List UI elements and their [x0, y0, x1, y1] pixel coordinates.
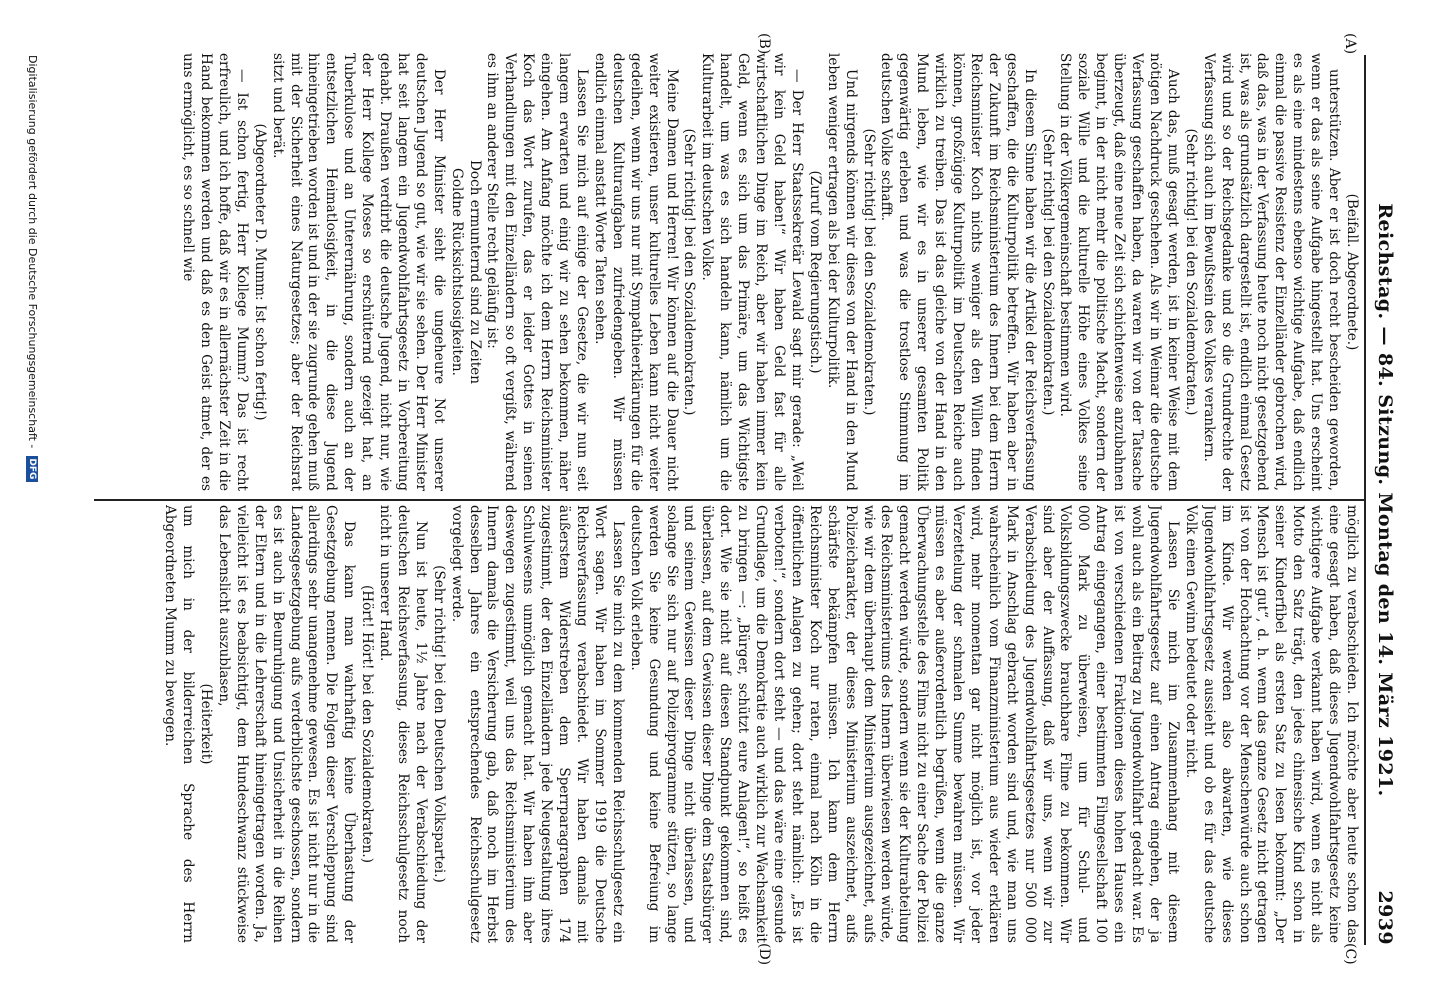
- margin-marker-a: (A): [1342, 33, 1358, 55]
- dfg-logo-icon: DFG: [26, 456, 38, 482]
- interjection: (Heiterkeit): [198, 683, 214, 765]
- interjection: (Sehr richtig! bei den Sozialdemokraten.): [860, 128, 877, 416]
- paragraph: Auch das, muß gesagt werden, ist in keiner Weise mit dem nötigen Nachdruck geschehen. Als wir in Weimar die deutsche Verfassung geschaffen haben, da waren wir von der Tatsache überzeugt, daß eine neue Zeit sich schichtenweise anzubahnen beginnt, in der nicht mehr die politische Macht, sondern der soziale Wille und die kulturelle Höhe eines Volkes seine Stellung in der Völkergemeinschaft bestimmen wird.: [1057, 53, 1181, 491]
- paragraph: Meine Damen und Herren! Wir können auf die Dauer nicht weiter existieren, unser kulturelles Leben kann nicht weiter gedeihen, wenn wir uns nur mit Sympathieerklärungen für die deutschen Kulturaufgaben zufriedengeben. Wir müssen endlich einmal anstatt Worte Taten sehen.: [591, 53, 680, 491]
- session-title: Reichstag. — 84. Sitzung. Montag den 14. März 1921.: [1374, 203, 1396, 797]
- interjection: (Hört! Hört! bei den Sozialdemokraten.): [359, 584, 376, 864]
- paragraph: unterstützen. Aber er ist doch recht bescheiden geworden, wenn er das als seine Aufgabe hingestellt hat. Uns erscheint es als eine mindestens ebenso wichtige Aufgabe, daß endlich einmal die passive Resistenz der Einzelländer gebrochen wird, daß das, was in der Verfassung heute noch nicht gesetzgebend ist, was als grundsätzlich dargestellt ist, endlich einmal Gesetz wird und so der Reichsgedanke und so die Grundrechte der Verfassung sich auch im Bewußtsein des Volkes verankern.: [1200, 53, 1343, 491]
- margin-marker-d: (D): [756, 943, 772, 966]
- paragraph: möglich zu verabschieden. Ich möchte aber heute schon das eine gesagt haben, daß dieses Jugendwohlfahrtsgesetz keine wichtigere Aufgabe verkannt haben wird, wenn es nicht als Motto den Satz trägt, den jedes chinesische Kind schon in seiner Kinderfibel als ersten Satz zu lesen bekommt: „Der Mensch ist gut“, d. h. wenn das ganze Gesetz nicht getragen ist von der Hochachtung vor der Menschenwürde auch schon im Kinde. Wir werden also abwarten, wie dieses Jugendwohlfahrtsgesetz aussieht und ob es für das deutsche Volk einen Gewinn bedeutet oder nicht.: [1182, 505, 1360, 943]
- paragraph: Lassen Sie mich zu dem kommenden Reichsschulgesetz ein Wort sagen. Wir haben im Sommer 1919 die Deutsche Reichsverfassung verabschiedet. Wir haben damals mit äußerstem Widerstreben dem Sperrparagraphen 174 zugestimmt, der den Einzelländern jede Neugestaltung ihres Schulwesens unmöglich gemacht hat. Wir haben ihm aber deswegen zugestimmt, weil uns das Reichsministerium des Innern damals die Versicherung gab, daß noch im Herbst desselben Jahres ein entsprechendes Reichsschulgesetz vorgelegt werde.: [448, 505, 626, 943]
- column-divider: [94, 499, 1364, 501]
- margin-marker-c: (C): [1342, 943, 1358, 965]
- footer-text: Digitalisierung gefördert durch die Deutsche Forschungsgemeinschaft -: [26, 55, 39, 449]
- paragraph: Nun ist heute, 1½ Jahre nach der Verabschiedung der deutschen Reichsverfassung, dieses Reichsschulgesetz noch nicht in unserer Hand.: [377, 505, 429, 943]
- paragraph: Das kann man wahrhaftig keine Überhastung der Gesetzgebung nennen. Die Folgen dieser Verschleppung sind allerdings sehr unangenehme gewesen. Es ist nicht nur in die Landesgesetzgebung aufs verderblichste geschossen, sondern es ist auch in Beunruhigung und Unsicherheit in die Reihen der Eltern und in die Lehrerschaft hineingetragen worden. Ja, vielleicht ist es beabsichtigt, dem Hundeschwanz stückweise das Lebenslicht auszublasen,: [215, 505, 358, 943]
- interjection: (Abgeordneter D. Mumm: Ist schon fertig!): [251, 123, 268, 421]
- paragraph: In diesem Sinne haben wir die Artikel der Reichsverfassung geschaffen, die die Kulturpolitik betreffen. Wir haben aber in der Zukunft im Reichsministerium des Innern bei dem Herrn Reichsminister Koch nichts weniger als den Willen finden können, großzügige Kulturpolitik im Deutschen Reiche auch wirklich zu treiben. Das ist das gleiche von der Hand in den Mund leben, wie wir es in unserer gesamten Politik gegenwärtig erleben und was die trostlose Stimmung im deutschen Volke schafft.: [878, 53, 1038, 491]
- paragraph: Lassen Sie mich auf einige der Gesetze, die wir nun seit langem erwarten und einig wir zu sehen bekommen, näher eingehen. Am Anfang möchte ich dem Herrn Reichsminister Koch das Wort zurufen, das er leider Gottes in seinen Verhandlungen mit den Einzelländern so oft vergißt, während es ihm an anderer Stelle recht geläufig ist:: [484, 53, 591, 491]
- left-text-column: [100, 53, 1360, 491]
- page-header: [1364, 55, 1402, 945]
- interjection: (Zuruf vom Regierungstisch.): [806, 170, 823, 374]
- right-text-column: [100, 505, 1360, 943]
- interjection: Goldne Rücksichtslosigkeiten.: [448, 168, 465, 376]
- funding-footer: [26, 55, 39, 482]
- interjection: Doch ermunternd sind zu Zeiten: [466, 160, 483, 384]
- paragraph: — Ist schon fertig, Herr Kollege Mumm? Das ist recht erfreulich, und ich hoffe, daß wir es in allernächster Zeit in die Hand bekommen werden und daß es den Geist atmet, der es uns ermöglicht, es so schnell wie: [180, 53, 250, 491]
- document-page: [22, 35, 1412, 965]
- paragraph: Und nirgends können wir dieses von der Hand in den Mund leben weniger ertragen als bei der Kulturpolitik.: [824, 53, 859, 491]
- interjection: (Beifall. Abgeordnete.): [1344, 193, 1360, 351]
- interjection: (Sehr richtig! bei den Sozialdemokraten.): [681, 128, 698, 416]
- interjection: (Sehr richtig! bei den Sozialdemokraten.): [1039, 128, 1056, 416]
- paragraph: Der Herr Minister sieht die ungeheure Not unserer deutschen Jugend so gut, wie wir sie sehen. Der Herr Minister hat seit langem ein Jugendwohlfahrtsgesetz in Vorbereitung gehabt. Draußen verdirbt die deutsche Jugend, nicht nur, wie der Herr Kollege Moses so erschütternd gezeigt hat, an Tuberkulose und an Unterernährung, sondern auch an der entsetzlichen Heimatlosigkeit, in die diese Jugend hineingetrieben worden ist und in der sie zugrunde gehen muß mit der Sicherheit eines Naturgesetzes; aber der Reichsrat sitzt und berät.: [269, 53, 447, 491]
- margin-marker-b: (B): [756, 33, 772, 55]
- paragraph: Lassen Sie mich im Zusammenhang mit diesem Jugendwohlfahrtsgesetz auf einen Antrag eingehen, der ja wohl auch als ein Beitrag zu Jugendwohlfahrt gedacht war. Es ist von verschiedenen Fraktionen dieses hohen Hauses ein Antrag eingegangen, einer bestimmten Filmgesellschaft 100 000 Mark zu überweisen, um für Schul- und Volksbildungszwecke brauchbare Filme zu bekommen. Wir sind aber der Auffassung, daß wir uns, wenn wir zur Verabschiedung des Jugendwohlfahrtsgesetzes nur 500 000 Mark in Anschlag gebracht worden sind und, wie man uns wahrscheinlich vom Finanzministerium aus wieder erklären wird, mehr momentan gar nicht möglich ist, vor jeder Verzettelung der schmalen Summe bewahren müssen. Wir müssen es aber außerordentlich begrüßen, wenn die ganze Überwachungsstelle des Films nicht zu einer Sache der Polizei gemacht werden würde, sondern wenn sie der Kulturabteilung des Reichsministeriums des Innern überwiesen werden würde, wie wir dem überhaupt dem Ministerium ausgezeichnet, aufs Polizeicharakter, der dieses Ministerium auszeichnet, aufs schärfste bekämpfen müssen. Ich kann dem Herrn Reichsminister Koch nur raten, einmal nach Köln in die öffentlichen Anlagen zu gehen; dort steht nämlich: „Es ist verboten!“, sondern dort steht — und das wäre eine gesunde Grundlage, um die Demokratie auch wirklich zur Wachsamkeit zu bringen —: „Bürger, schützt eure Anlagen!“, so heißt es dort. Wie sie nicht auf diesen Standpunkt gekommen sind, überlassen, auf dem Gewissen dieser Dinge dem Staatsbürger und seinem Gewissen dieser Dinge nicht überlassen, und solange Sie sich nur auf Polizeiprogramme stützen, so lange werden Sie keine Gesundung und keine Befreiung im deutschen Volk erleben.: [627, 505, 1181, 943]
- interjection: (Sehr richtig! bei den Sozialdemokraten.): [1182, 128, 1199, 416]
- paragraph: — Der Herr Staatssekretär Lewald sagt mir gerade: „Weil wir kein Geld haben!“ Wir haben Geld fast für alle wirtschaftlichen Dinge im Reich, aber wir haben immer kein Geld, wenn es sich um das Primäre, um das Wichtigste handelt, um was es sich handeln kann, nämlich um die Kulturarbeit im deutschen Volke.: [699, 53, 805, 491]
- paragraph: um mich in der bilderreichen Sprache des Herrn Abgeordneten Mumm zu bewegen.: [162, 505, 197, 943]
- interjection: (Sehr richtig! bei den Deutschen Volkspartei.): [430, 565, 447, 883]
- page-number: 2939: [1374, 890, 1396, 945]
